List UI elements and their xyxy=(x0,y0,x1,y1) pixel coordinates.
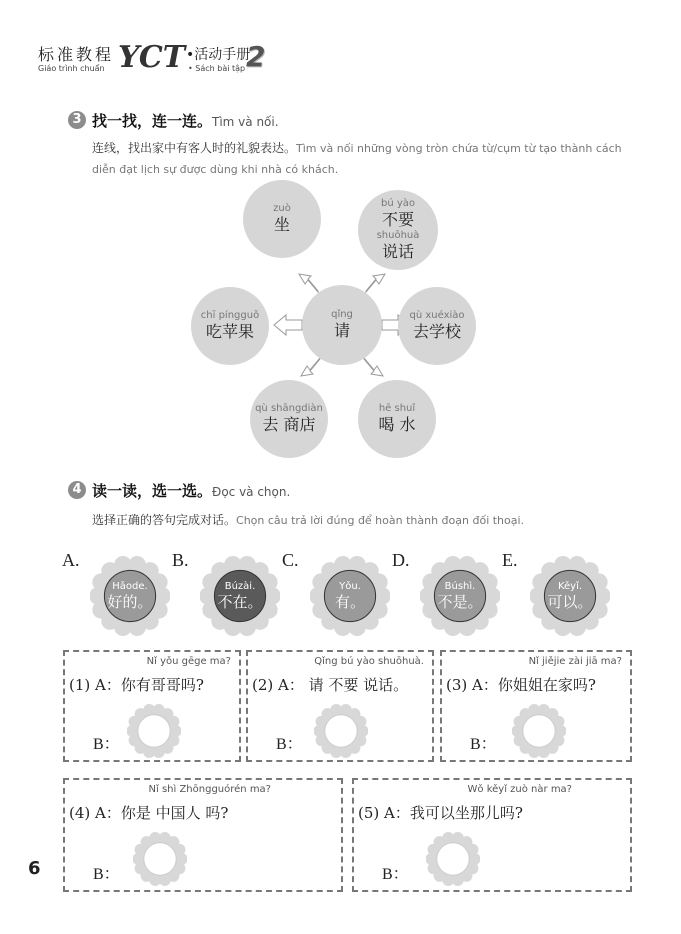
pinyin: qù shāngdiàn xyxy=(255,403,323,414)
instr-vn: Tìm và nối những vòng tròn chứa từ/cụm từ tạo thành cách diễn đạt lịch sự được dùng khi nhà có khách. xyxy=(92,142,622,176)
question-pinyin: Qǐng bú yào shuōhuà. xyxy=(314,656,424,667)
option-pinyin: Yǒu. xyxy=(339,581,361,592)
word-circle-qu-xuexiao[interactable] xyxy=(398,287,476,365)
answer-slot[interactable] xyxy=(133,832,187,886)
hanzi: 去学校 xyxy=(412,322,461,341)
option-pinyin: Búshì. xyxy=(444,581,476,592)
hanzi: 请 xyxy=(333,321,350,340)
word-circle-zuo[interactable] xyxy=(243,180,321,258)
instr-vn: Chọn câu trả lời đúng để hoàn thành đoạn đối thoại. xyxy=(236,514,525,527)
exercise-4-title xyxy=(92,480,290,501)
answer-label: B： xyxy=(382,866,409,883)
arrow-icon xyxy=(366,274,385,292)
question-text: (5) A：我可以坐那儿吗? xyxy=(358,804,523,822)
pinyin: shuōhuà xyxy=(376,230,420,241)
exercise-number-badge: 3 xyxy=(68,111,86,129)
question-text: (1) A：你有哥哥吗? xyxy=(69,676,204,694)
arrow-icon xyxy=(274,315,302,335)
word-circle-qing-center[interactable] xyxy=(302,285,382,365)
title-vn: Tìm và nối. xyxy=(212,115,279,129)
word-circle-he-shui[interactable] xyxy=(358,380,436,458)
answer-label: B： xyxy=(93,866,120,883)
option-pinyin: Búzài. xyxy=(224,581,256,592)
level-number: 2 xyxy=(246,40,266,73)
question-text: (2) A： 请 不要 说话。 xyxy=(252,676,409,694)
option-hanzi: 好的。 xyxy=(107,593,153,611)
option-hanzi: 不在。 xyxy=(217,593,263,611)
question-box-2 xyxy=(246,650,434,762)
arrow-icon xyxy=(364,358,383,376)
answer-label: B： xyxy=(470,736,497,753)
answer-slot[interactable] xyxy=(426,832,480,886)
instr-cn: 连线，找出家中有客人时的礼貌表达。 xyxy=(92,141,297,155)
option-letter: C. xyxy=(282,550,299,570)
question-box-4 xyxy=(63,778,343,892)
option-flower-4[interactable] xyxy=(530,556,610,636)
question-text: (4) A：你是 中国人 吗? xyxy=(69,804,229,822)
option-letter: A. xyxy=(62,550,80,570)
option-letter: E. xyxy=(502,550,518,570)
book-title-cn: •活动手册 xyxy=(186,47,251,63)
answer-label: B： xyxy=(276,736,303,753)
answer-label: B： xyxy=(93,736,120,753)
question-pinyin: Nǐ jiějie zài jiā ma? xyxy=(528,656,622,667)
word-circle-chi-pingguo[interactable] xyxy=(191,287,269,365)
option-pinyin: Kěyǐ. xyxy=(557,581,583,592)
pinyin: qǐng xyxy=(331,309,353,320)
arrow-icon xyxy=(299,274,318,292)
yct-logo: YCT xyxy=(118,40,186,75)
title-vn: Đọc và chọn. xyxy=(212,485,291,499)
arrow-icon xyxy=(301,358,320,376)
question-box-3 xyxy=(440,650,632,762)
question-pinyin: Nǐ shì Zhōngguórén ma? xyxy=(148,784,271,795)
word-circle-qu-shangdian[interactable] xyxy=(250,380,328,458)
pinyin: qù xuéxiào xyxy=(409,310,465,321)
option-letter: D. xyxy=(392,550,410,570)
option-flower-2[interactable] xyxy=(310,556,390,636)
option-hanzi: 不是。 xyxy=(437,593,483,611)
hanzi: 去 商店 xyxy=(262,415,316,434)
hanzi: 喝 水 xyxy=(378,415,416,434)
exercise-number-badge: 4 xyxy=(68,481,86,499)
option-flower-0[interactable] xyxy=(90,556,170,636)
option-letter: B. xyxy=(172,550,189,570)
option-pinyin: Hǎode. xyxy=(112,581,148,592)
question-box-5 xyxy=(352,778,632,892)
hanzi: 说话 xyxy=(381,242,414,261)
title-cn: 读一读，选一选。 xyxy=(92,482,213,500)
book-title-vn: • Sách bài tập xyxy=(188,64,246,73)
answer-slot[interactable] xyxy=(127,704,181,758)
question-text: (3) A：你姐姐在家吗? xyxy=(446,676,596,694)
title-cn: 找一找，连一连。 xyxy=(92,112,213,130)
question-pinyin: Nǐ yǒu gēge ma? xyxy=(146,656,231,667)
option-flower-3[interactable] xyxy=(420,556,500,636)
word-circle-buyao-shuohua[interactable] xyxy=(358,190,438,270)
answer-slot[interactable] xyxy=(512,704,566,758)
answer-slot[interactable] xyxy=(314,704,368,758)
series-title-cn: 标准教程 xyxy=(38,45,115,64)
instr-cn: 选择正确的答句完成对话。 xyxy=(92,513,237,527)
pinyin: bú yào xyxy=(380,198,416,209)
question-box-1 xyxy=(63,650,241,762)
pinyin: chī píngguǒ xyxy=(200,310,260,321)
question-pinyin: Wǒ kěyǐ zuò nàr ma? xyxy=(467,784,572,795)
option-hanzi: 有。 xyxy=(334,593,365,611)
hanzi: 吃苹果 xyxy=(205,322,254,341)
option-hanzi: 可以。 xyxy=(547,593,593,611)
hanzi: 坐 xyxy=(273,215,290,234)
page-number: 6 xyxy=(28,858,41,879)
series-title-vn: Giáo trình chuẩn xyxy=(38,64,105,73)
pinyin: zuò xyxy=(273,203,291,214)
hanzi: 不要 xyxy=(381,210,414,229)
exercise-4-instructions xyxy=(92,510,632,531)
option-flower-1[interactable] xyxy=(200,556,280,636)
pinyin: hē shuǐ xyxy=(378,403,416,414)
